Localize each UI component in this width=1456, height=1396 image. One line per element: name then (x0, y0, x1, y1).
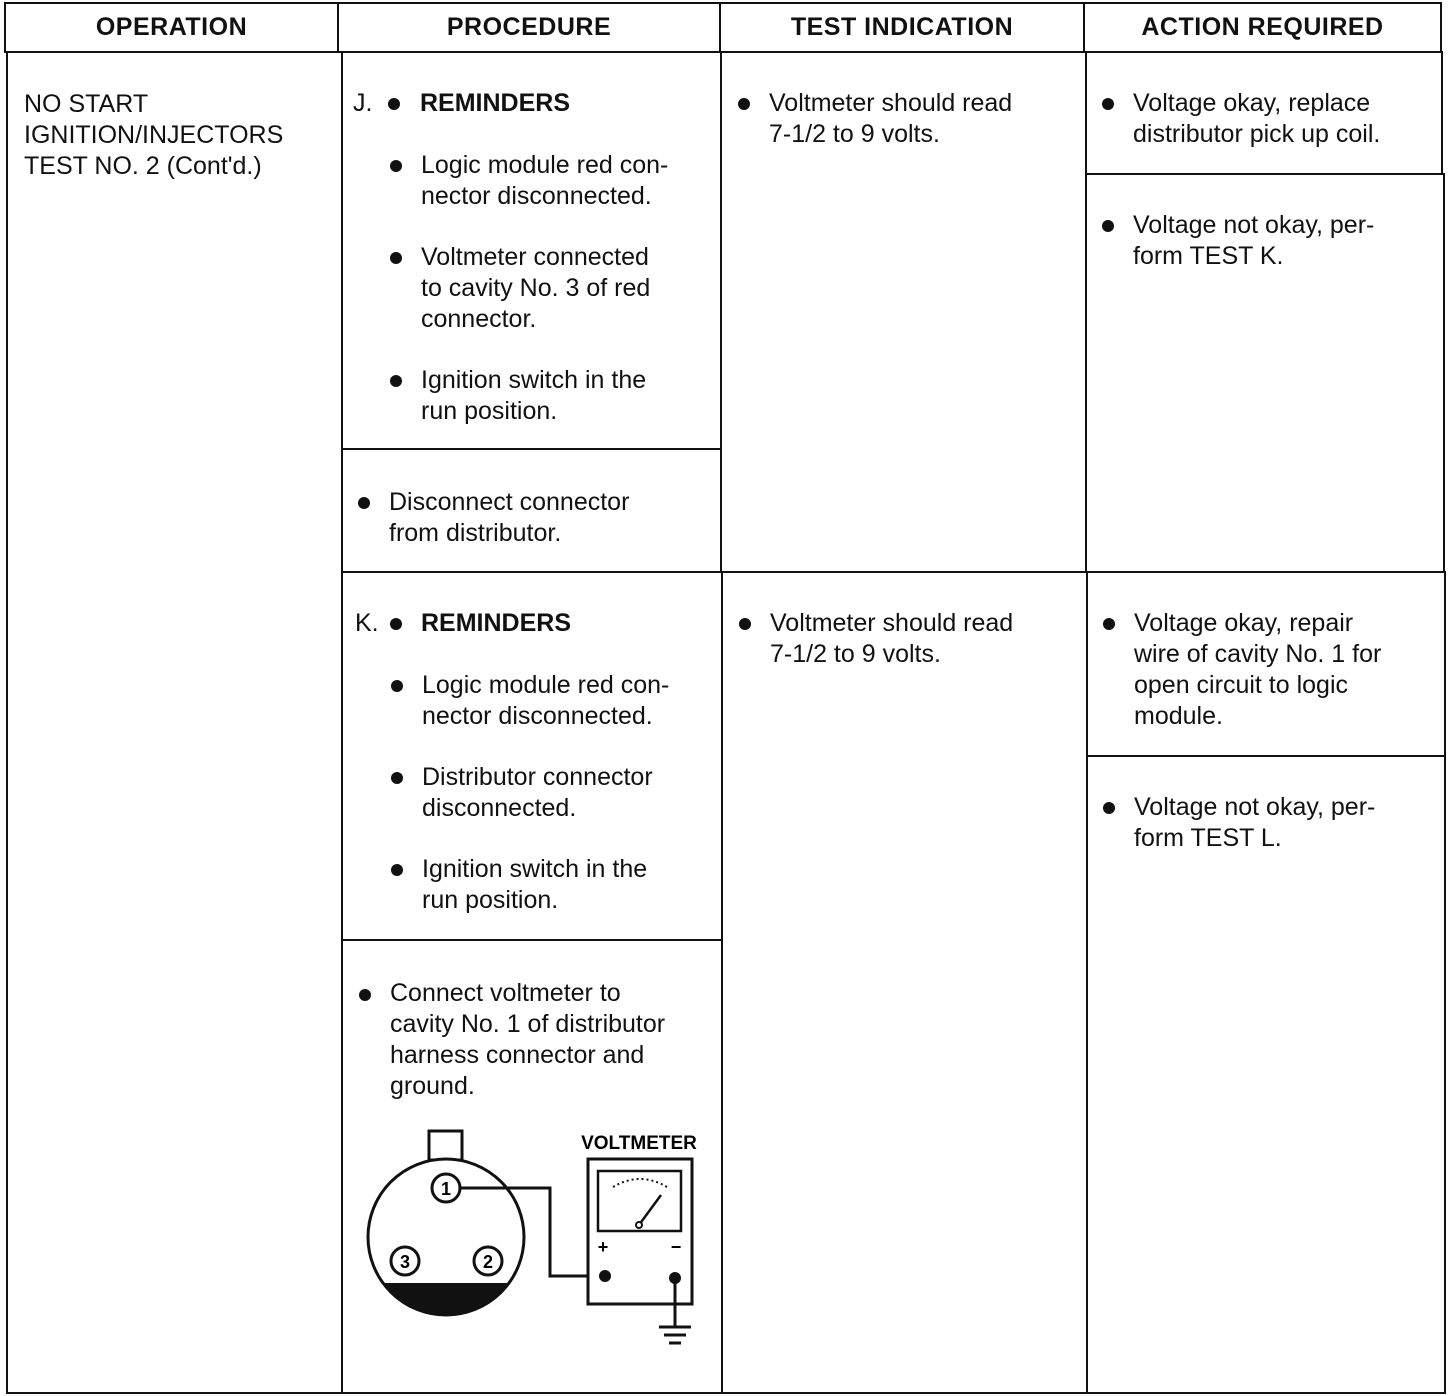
operation-line-3: TEST NO. 2 (Cont'd.) (24, 152, 262, 180)
bullet-icon (738, 98, 750, 110)
action-k-ok-cell (1086, 571, 1446, 757)
procedure-k-step-text: Connect voltmeter to cavity No. 1 of distributor harness connector and ground. (390, 979, 666, 1100)
indication-j-text: Voltmeter should read 7-1/2 to 9 volts. (769, 89, 1013, 148)
action-j-not-ok-text: Voltage not okay, per- form TEST K. (1133, 211, 1375, 270)
header-procedure (337, 2, 721, 53)
procedure-j-reminders-cell (341, 51, 722, 450)
cavity-1-label: 1 (440, 1179, 452, 1199)
header-test-indication-label: TEST INDICATION (790, 13, 1014, 41)
action-j-ok-text: Voltage okay, replace distributor pick up coil. (1133, 89, 1381, 148)
positive-terminal-icon (599, 1270, 611, 1282)
procedure-j-reminder-2: Voltmeter connected to cavity No. 3 of red connector. (421, 243, 651, 333)
procedure-k-step-cell (341, 939, 723, 1394)
procedure-k-label: K. (355, 609, 379, 637)
procedure-j-reminders-title: REMINDERS (420, 89, 571, 117)
procedure-k-reminder-2: Distributor connector disconnected. (422, 763, 653, 822)
header-action-required (1083, 2, 1442, 53)
bullet-icon (1103, 802, 1115, 814)
bullet-icon (388, 98, 400, 110)
bullet-icon (391, 680, 403, 692)
operation-line-1: NO START (24, 90, 149, 118)
procedure-k-reminders-title: REMINDERS (421, 609, 572, 637)
connector-dark-band (383, 1283, 509, 1315)
bullet-icon (390, 160, 402, 172)
header-test-indication (719, 2, 1085, 53)
indication-j-cell (720, 51, 1087, 573)
connector-tab (429, 1131, 462, 1160)
procedure-j-label: J. (353, 89, 373, 117)
procedure-j-heading (353, 88, 372, 119)
bullet-icon (390, 618, 402, 630)
procedure-j-reminder-1: Logic module red con- nector disconnected. (421, 151, 669, 210)
procedure-k-reminders-cell (341, 571, 723, 941)
header-operation (4, 2, 339, 53)
voltmeter-label: VOLTMETER (581, 1133, 697, 1154)
bullet-icon (391, 864, 403, 876)
minus-sign: − (670, 1237, 682, 1257)
procedure-j-step-cell (341, 448, 722, 573)
indication-k-text: Voltmeter should read 7-1/2 to 9 volts. (770, 609, 1014, 668)
action-k-not-ok-cell (1086, 755, 1446, 1394)
bullet-icon (739, 618, 751, 630)
voltmeter-connection-diagram (343, 1129, 721, 1389)
procedure-k-reminder-3: Ignition switch in the run position. (422, 855, 648, 914)
operation-cell (6, 51, 343, 1394)
bullet-icon (1102, 98, 1114, 110)
procedure-j-step-text: Disconnect connector from distributor. (389, 488, 630, 547)
action-k-not-ok-text: Voltage not okay, per- form TEST L. (1134, 793, 1376, 852)
bullet-icon (391, 772, 403, 784)
needle-pivot (636, 1222, 642, 1228)
bullet-icon (359, 989, 371, 1001)
procedure-k-reminder-1: Logic module red con- nector disconnected. (422, 671, 670, 730)
bullet-icon (358, 497, 370, 509)
action-j-ok-cell (1085, 51, 1443, 175)
bullet-icon (390, 375, 402, 387)
action-j-not-ok-cell (1085, 173, 1445, 573)
header-action-required-label: ACTION REQUIRED (1141, 13, 1384, 41)
procedure-j-reminder-3: Ignition switch in the run position. (421, 366, 647, 425)
procedure-k-heading (355, 608, 379, 639)
header-operation-label: OPERATION (95, 13, 248, 41)
operation-text (24, 89, 283, 182)
indication-k-cell (721, 571, 1088, 1394)
cavity-3-label: 3 (399, 1252, 411, 1272)
header-procedure-label: PROCEDURE (446, 13, 612, 41)
plus-sign: + (597, 1237, 609, 1257)
action-k-ok-text: Voltage okay, repair wire of cavity No. 1 for open circuit to logic module. (1134, 609, 1382, 730)
cavity-2-label: 2 (482, 1252, 494, 1272)
bullet-icon (1103, 618, 1115, 630)
bullet-icon (1102, 220, 1114, 232)
bullet-icon (390, 252, 402, 264)
operation-line-2: IGNITION/INJECTORS (24, 121, 284, 149)
